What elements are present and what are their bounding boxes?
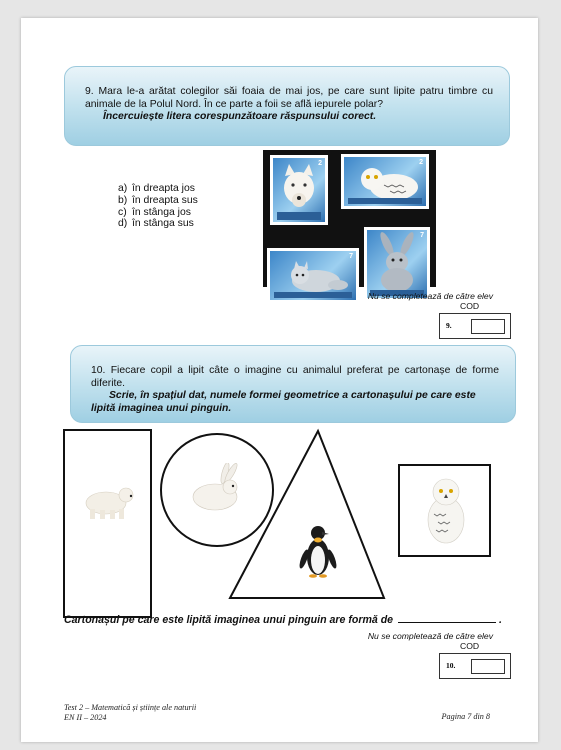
question-10-box <box>70 345 516 423</box>
arctic-hare-icon <box>367 230 427 298</box>
question-9-text: 9. Mara le-a arătat colegilor săi foaia de mai jos, pe care sunt lipite patru timbre cu animale de la Polul Nord. În ce parte a foii se află iepurele polar? <box>85 86 493 110</box>
answer-blank[interactable] <box>398 622 496 623</box>
stamp-arctic-wolf: 2 <box>270 155 328 225</box>
stamp-arctic-fox: 7 <box>267 248 359 303</box>
stamps-sheet <box>263 150 436 287</box>
snowy-owl-icon <box>416 474 476 546</box>
exam-page <box>21 18 538 742</box>
question-9-options <box>118 183 198 230</box>
answer-prompt: Cartonașul pe care este lipită imaginea unui pinguin are formă de . <box>64 614 502 626</box>
cod-box-9 <box>439 313 511 339</box>
question-10-text: 10. Fiecare copil a lipit câte o imagine cu animalul preferat pe cartonașe de forme diferite. <box>91 365 499 389</box>
question-9-box <box>64 66 510 146</box>
option-a[interactable]: a) în dreapta jos <box>118 183 195 194</box>
cod-number-9: 9. <box>446 321 452 330</box>
cod-label-9: COD <box>460 301 480 311</box>
snowy-owl-icon <box>344 157 426 206</box>
page-number: Pagina 7 din 8 <box>441 712 490 721</box>
arctic-wolf-icon <box>273 158 325 222</box>
option-c[interactable]: c) în stânga jos <box>118 206 191 218</box>
option-b[interactable]: b) în dreapta sus <box>118 194 198 206</box>
stamp-arctic-hare: 7 <box>364 227 430 301</box>
cod-note-10: Nu se completează de către elev <box>367 631 493 641</box>
polar-bear-icon <box>76 481 136 521</box>
cod-label-10: COD <box>460 641 480 651</box>
card-rectangle <box>63 429 152 618</box>
cod-number-10: 10. <box>446 661 456 670</box>
stamp-snowy-owl: 2 <box>341 154 429 209</box>
question-9-instruction: Încercuiește litera corespunzătoare răspunsului corect. <box>103 111 377 122</box>
footer-left: Test 2 – Matematică și științe ale naturii EN II – 2024 <box>64 703 197 722</box>
question-10-instruction-2: lipită imaginea unui pinguin. <box>91 402 232 414</box>
question-10-instruction-1: Scrie, în spațiul dat, numele formei geometrice a cartonașului pe care este <box>109 390 476 401</box>
cod-score-field-9[interactable] <box>471 319 505 334</box>
cod-box-10 <box>439 653 511 679</box>
card-square <box>398 464 491 557</box>
cod-score-field-10[interactable] <box>471 659 505 674</box>
cod-note-9: Nu se completează de către elev <box>367 291 493 301</box>
option-d[interactable]: d) în stânga sus <box>118 218 194 230</box>
card-triangle <box>226 427 388 602</box>
arctic-fox-icon <box>270 251 356 300</box>
